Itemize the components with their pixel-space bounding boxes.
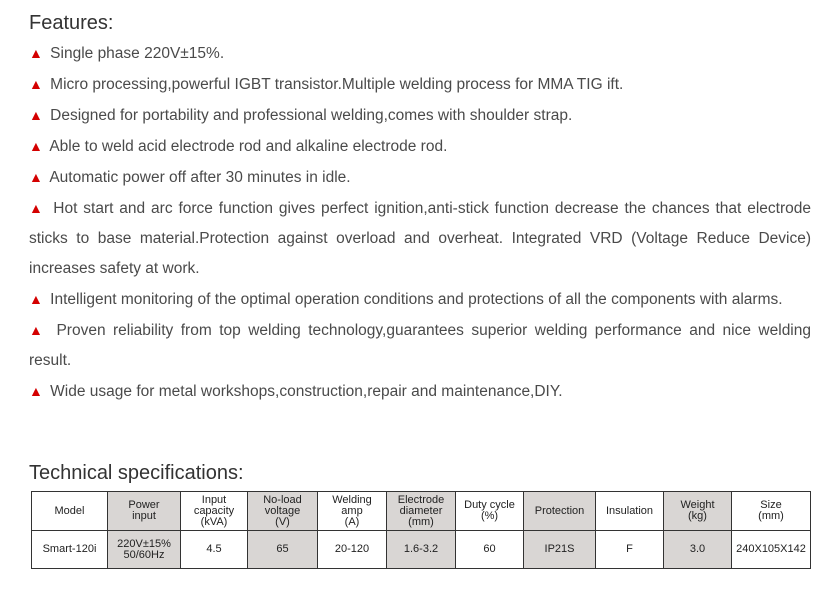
feature-text: Proven reliability from top welding technology,guarantees superior welding performance and nice welding result. — [29, 322, 811, 369]
specs-data-cell — [318, 531, 387, 569]
feature-item — [29, 315, 811, 376]
specs-header-cell — [248, 492, 318, 531]
feature-text: Designed for portability and professional welding,comes with shoulder strap. — [50, 107, 573, 124]
feature-item — [29, 69, 811, 100]
feature-text: Able to weld acid electrode rod and alkaline electrode rod. — [49, 138, 448, 155]
cell-text: Model — [54, 504, 85, 517]
triangle-bullet-icon: ▲ — [29, 45, 43, 61]
specs-heading: Technical specifications: — [29, 462, 244, 484]
feature-item — [29, 193, 811, 284]
cell-text: voltage — [264, 504, 301, 517]
specs-data-cell — [32, 531, 108, 569]
specs-data-cell — [108, 531, 181, 569]
specs-data-cell — [732, 531, 811, 569]
cell-text: 65 — [276, 543, 289, 555]
specs-header-cell — [596, 492, 664, 531]
feature-item — [29, 100, 811, 131]
specs-header-cell — [32, 492, 108, 531]
cell-text: 20-120 — [334, 543, 370, 555]
cell-text: Welding — [332, 493, 372, 506]
features-heading: Features: — [29, 12, 114, 34]
specs-header-cell — [524, 492, 596, 531]
cell-text: Protection — [534, 504, 585, 517]
specs-header-cell — [181, 492, 248, 531]
cell-text: (mm) — [408, 515, 434, 528]
cell-text: No-load — [263, 493, 302, 506]
cell-text: 60 — [483, 543, 496, 555]
cell-text: input — [132, 510, 156, 522]
cell-text: (A) — [344, 515, 360, 528]
cell-text: Insulation — [605, 504, 654, 517]
features-list — [29, 38, 811, 407]
specs-data-cell — [596, 531, 664, 569]
specs-data-row — [32, 531, 811, 569]
triangle-bullet-icon: ▲ — [29, 322, 46, 338]
specs-header-cell — [732, 492, 811, 531]
specs-header-cell — [318, 492, 387, 531]
feature-text: Hot start and arc force function gives perfect ignition,anti-stick function decrease the chances that electrode sticks to base material.Protection against overload and overheat. Integrated VRD (Voltage Reduce Device) increases safety at work. — [29, 200, 811, 277]
cell-text: Duty cycle — [464, 499, 515, 511]
specs-table — [31, 491, 811, 569]
specs-data-cell — [387, 531, 456, 569]
specs-header-row — [32, 492, 811, 531]
cell-text: Input — [201, 493, 227, 506]
specs-header-cell — [108, 492, 181, 531]
triangle-bullet-icon: ▲ — [29, 200, 45, 216]
feature-item — [29, 376, 811, 407]
specs-header-cell — [664, 492, 732, 531]
cell-text: (kg) — [688, 510, 707, 522]
triangle-bullet-icon: ▲ — [29, 169, 43, 185]
cell-text: amp — [341, 504, 363, 517]
specs-header-cell — [387, 492, 456, 531]
feature-item — [29, 38, 811, 69]
specs-data-cell — [664, 531, 732, 569]
feature-item — [29, 131, 811, 162]
triangle-bullet-icon: ▲ — [29, 138, 43, 154]
triangle-bullet-icon: ▲ — [29, 107, 43, 123]
cell-text: Electrode — [397, 493, 445, 506]
cell-text: 4.5 — [206, 543, 222, 555]
feature-text: Automatic power off after 30 minutes in idle. — [49, 169, 351, 186]
cell-text: Smart-120i — [42, 543, 97, 555]
specs-data-cell — [456, 531, 524, 569]
cell-text: Weight — [680, 499, 715, 511]
cell-text: (%) — [480, 510, 499, 522]
feature-item — [29, 162, 811, 193]
cell-text: capacity — [193, 504, 235, 517]
cell-text: IP21S — [544, 543, 575, 555]
specs-header-cell — [456, 492, 524, 531]
triangle-bullet-icon: ▲ — [29, 291, 43, 307]
cell-text: Power — [128, 499, 160, 511]
feature-text: Micro processing,powerful IGBT transistor.Multiple welding process for MMA TIG ift. — [50, 76, 624, 93]
cell-text: (kVA) — [200, 515, 228, 528]
cell-text: 1.6-3.2 — [403, 543, 439, 555]
cell-text: 3.0 — [689, 543, 706, 555]
cell-text: F — [626, 543, 633, 555]
cell-text: diameter — [399, 504, 443, 517]
triangle-bullet-icon: ▲ — [29, 76, 43, 92]
feature-text: Intelligent monitoring of the optimal operation conditions and protections of all the components with alarms. — [50, 291, 783, 308]
cell-text: Size — [760, 499, 782, 511]
feature-item — [29, 284, 811, 315]
cell-text: (V) — [275, 515, 290, 528]
cell-text: (mm) — [758, 510, 784, 522]
cell-text: 220V±15% — [117, 537, 171, 550]
cell-text: 50/60Hz — [123, 548, 165, 561]
cell-text: 240X105X142 — [736, 543, 806, 555]
feature-text: Single phase 220V±15%. — [50, 45, 225, 62]
triangle-bullet-icon: ▲ — [29, 383, 43, 399]
feature-text: Wide usage for metal workshops,construction,repair and maintenance,DIY. — [50, 383, 563, 400]
specs-data-cell — [248, 531, 318, 569]
specs-data-cell — [524, 531, 596, 569]
specs-data-cell — [181, 531, 248, 569]
